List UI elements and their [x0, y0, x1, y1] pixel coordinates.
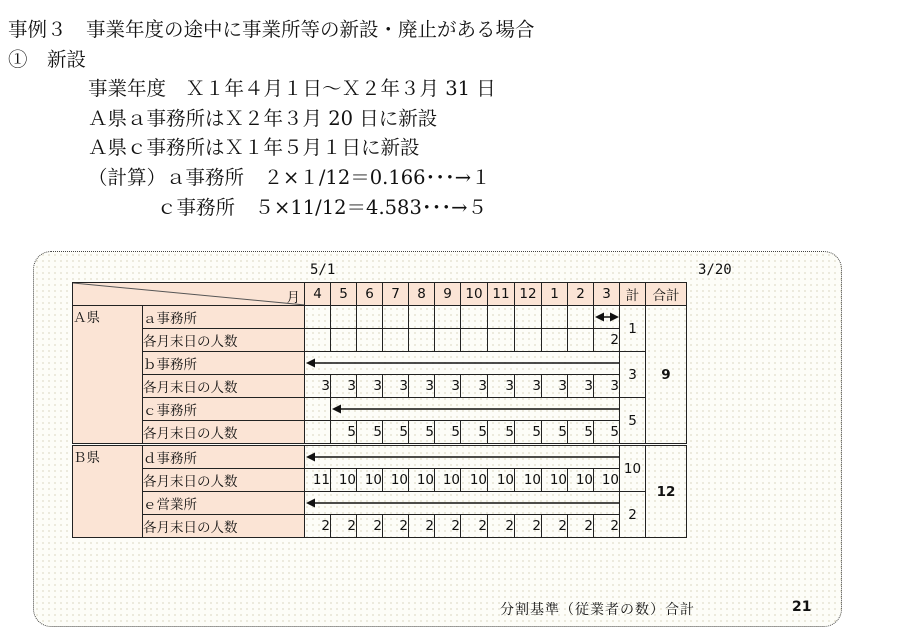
empty-month-cell	[357, 306, 383, 329]
month-headcount	[488, 329, 515, 352]
month-headcount	[568, 329, 594, 352]
period-arrow-icon	[305, 446, 620, 468]
month-headcount: 3	[568, 375, 594, 398]
month-headcount	[305, 329, 331, 352]
month-headcount: 2	[409, 515, 435, 538]
month-headcount: 3	[488, 375, 515, 398]
month-headcount: 3	[435, 375, 461, 398]
month-headcount: 2	[305, 515, 331, 538]
empty-month-cell	[305, 306, 331, 329]
month-headcount: 10	[383, 469, 409, 492]
month-header: 11	[488, 283, 515, 306]
office-name: ｃ事務所	[143, 398, 305, 421]
month-headcount: 3	[542, 375, 568, 398]
month-headcount: 10	[515, 469, 542, 492]
month-headcount: 2	[594, 515, 620, 538]
operating-period	[305, 492, 620, 515]
month-header: 4	[305, 283, 331, 306]
month-headcount: 2	[542, 515, 568, 538]
office-subtotal: 5	[620, 398, 646, 445]
month-headcount: 3	[594, 375, 620, 398]
headcount-row-label: 各月末日の人数	[143, 375, 305, 398]
month-headcount: 10	[331, 469, 357, 492]
month-header: 5	[331, 283, 357, 306]
month-header: 10	[461, 283, 488, 306]
month-headcount: 10	[357, 469, 383, 492]
date-march: 3/20	[698, 262, 732, 278]
month-headcount: 10	[461, 469, 488, 492]
month-headcount	[515, 329, 542, 352]
period-arrow-icon	[305, 352, 620, 374]
month-headcount: 5	[331, 421, 357, 445]
total-header: 合計	[646, 283, 687, 306]
month-header: 9	[435, 283, 461, 306]
date-may: 5/1	[310, 262, 336, 278]
empty-month-cell	[515, 306, 542, 329]
diagonal-line	[73, 283, 305, 305]
month-headcount	[383, 329, 409, 352]
headcount-row-label: 各月末日の人数	[143, 421, 305, 445]
period-arrow-icon	[331, 398, 620, 420]
prefecture-total: 9	[646, 306, 687, 445]
note-office-a: Ａ県ａ事務所はＸ２年３月 20 日に新設	[88, 107, 438, 130]
note-office-c: Ａ県ｃ事務所はＸ１年５月１日に新設	[88, 136, 420, 159]
month-headcount: 2	[435, 515, 461, 538]
month-header: 8	[409, 283, 435, 306]
section-title: ① 新設	[8, 48, 87, 71]
empty-month-cell	[383, 306, 409, 329]
month-headcount: 3	[409, 375, 435, 398]
month-headcount: 3	[461, 375, 488, 398]
office-subtotal: 3	[620, 352, 646, 398]
prefecture-total: 12	[646, 445, 687, 538]
office-name: ａ事務所	[143, 306, 305, 329]
empty-month-cell	[461, 306, 488, 329]
month-header: 12	[515, 283, 542, 306]
headcount-row-label: 各月末日の人数	[143, 329, 305, 352]
month-headcount: 5	[488, 421, 515, 445]
subtotal-header: 計	[620, 283, 646, 306]
month-headcount: 2	[568, 515, 594, 538]
month-headcount: 10	[435, 469, 461, 492]
empty-month-cell	[409, 306, 435, 329]
month-headcount: 3	[515, 375, 542, 398]
office-subtotal: 10	[620, 445, 646, 492]
month-headcount: 5	[515, 421, 542, 445]
office-subtotal: 1	[620, 306, 646, 352]
operating-period	[305, 352, 620, 375]
month-headcount: 10	[542, 469, 568, 492]
month-axis-header	[73, 283, 305, 306]
office-name: ｄ事務所	[143, 445, 305, 469]
period-arrow-icon	[594, 306, 620, 328]
month-headcount: 5	[357, 421, 383, 445]
month-headcount: 5	[594, 421, 620, 445]
month-headcount: 10	[409, 469, 435, 492]
fiscal-year-line: 事業年度 Ｘ１年４月１日～Ｘ２年３月 31 日	[88, 77, 496, 100]
period-arrow-icon	[305, 492, 620, 514]
month-headcount	[542, 329, 568, 352]
month-headcount: 2	[488, 515, 515, 538]
prefecture-name: Ａ県	[73, 306, 143, 445]
month-headcount: 3	[357, 375, 383, 398]
month-headcount: 2	[594, 329, 620, 352]
month-headcount: 3	[383, 375, 409, 398]
basis-label: 分割基準（従業者の数）合計	[500, 602, 695, 618]
month-headcount	[461, 329, 488, 352]
empty-month-cell	[435, 306, 461, 329]
month-headcount: 5	[568, 421, 594, 445]
calc-office-c: ｃ事務所 ５×11/12＝4.583･･･→５	[157, 196, 487, 219]
office-name: ｂ事務所	[143, 352, 305, 375]
month-header: 1	[542, 283, 568, 306]
empty-month-cell	[305, 398, 331, 421]
month-header: 7	[383, 283, 409, 306]
month-header: 6	[357, 283, 383, 306]
month-headcount: 10	[568, 469, 594, 492]
month-headcount: 2	[461, 515, 488, 538]
empty-month-cell	[542, 306, 568, 329]
month-headcount	[409, 329, 435, 352]
month-headcount: 5	[383, 421, 409, 445]
empty-month-cell	[568, 306, 594, 329]
month-headcount	[305, 421, 331, 445]
month-headcount	[435, 329, 461, 352]
month-headcount: 5	[461, 421, 488, 445]
operating-period	[594, 306, 620, 329]
headcount-row-label: 各月末日の人数	[143, 469, 305, 492]
calc-office-a: （計算）ａ事務所 ２×１/12＝0.166･･･→１	[88, 166, 491, 189]
month-headcount: 2	[515, 515, 542, 538]
month-headcount: 2	[383, 515, 409, 538]
operating-period	[305, 445, 620, 469]
grand-total: 21	[792, 599, 812, 615]
month-label: 月	[286, 290, 300, 306]
month-headcount	[331, 329, 357, 352]
empty-month-cell	[331, 306, 357, 329]
month-headcount: 3	[331, 375, 357, 398]
month-headcount: 10	[488, 469, 515, 492]
month-header: 2	[568, 283, 594, 306]
allocation-table	[72, 282, 687, 538]
month-headcount: 5	[435, 421, 461, 445]
month-headcount: 11	[305, 469, 331, 492]
month-headcount: 5	[542, 421, 568, 445]
month-headcount: 3	[305, 375, 331, 398]
month-headcount: 10	[594, 469, 620, 492]
month-headcount: 5	[409, 421, 435, 445]
heading: 事例３ 事業年度の途中に事業所等の新設・廃止がある場合	[8, 18, 535, 41]
month-headcount	[357, 329, 383, 352]
headcount-row-label: 各月末日の人数	[143, 515, 305, 538]
office-subtotal: 2	[620, 492, 646, 538]
month-header: 3	[594, 283, 620, 306]
office-name: ｅ営業所	[143, 492, 305, 515]
prefecture-name: Ｂ県	[73, 445, 143, 538]
month-headcount: 2	[331, 515, 357, 538]
operating-period	[331, 398, 620, 421]
month-headcount: 2	[357, 515, 383, 538]
empty-month-cell	[488, 306, 515, 329]
